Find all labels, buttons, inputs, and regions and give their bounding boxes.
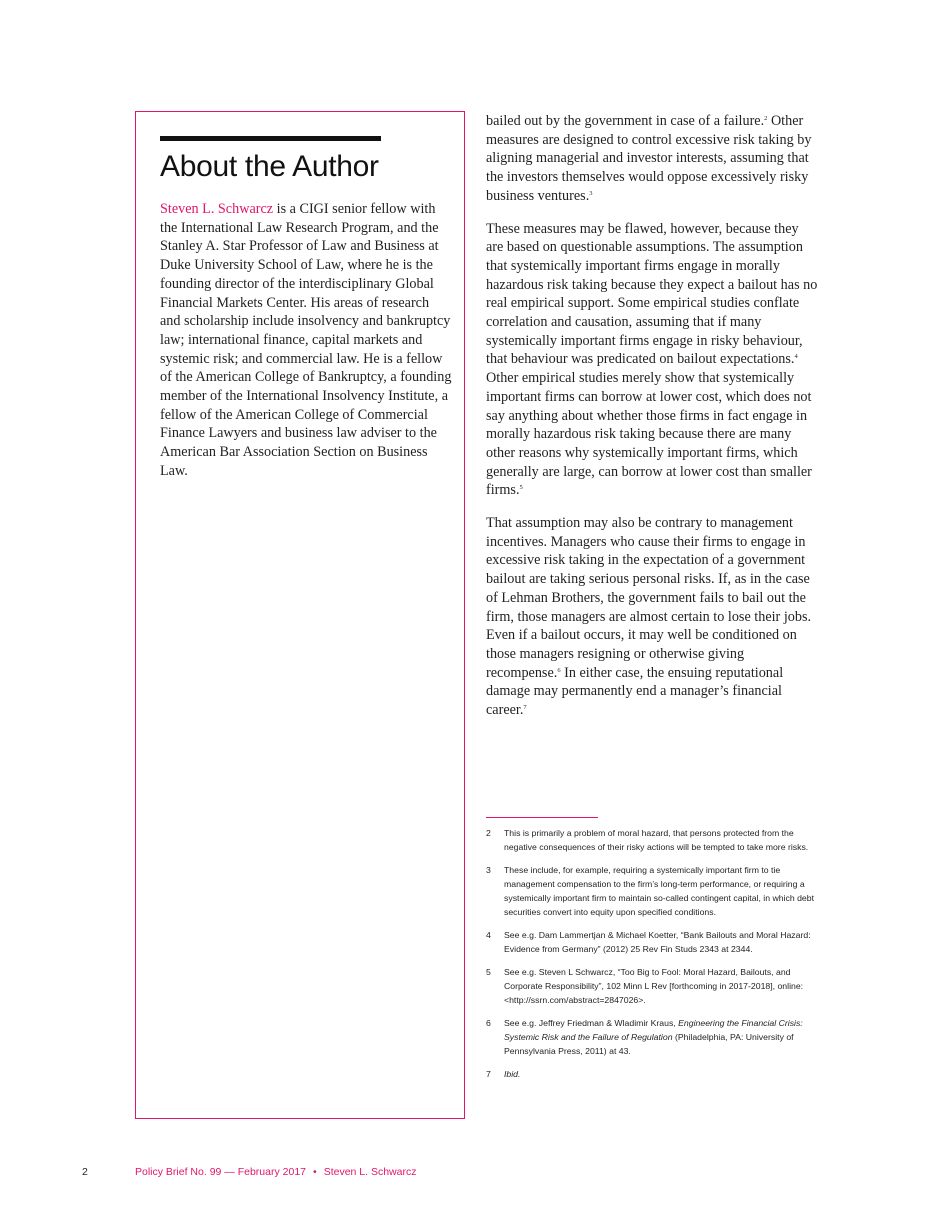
- publication-info: Policy Brief No. 99 — February 2017: [135, 1166, 306, 1178]
- p2-text-a: These measures may be flawed, however, because they are based on questionable assumptions. The assumption that systemically important firms engage in morally hazardous risk taking because they expect a bailout has no real empirical support. Some empirical studies conflate correlation and causation, assuming that if many systemically important firms engage in risky behaviour, that behaviour was predicated on bailout expectations.: [486, 220, 818, 368]
- footnote-number: 5: [486, 967, 491, 977]
- p1-text-b: Other measures are designed to control excessive risk taking by aligning managerial and investor interests, assuming that the investors themselves would oppose excessively risky business ventures.: [486, 113, 812, 204]
- footnote-divider: [486, 817, 598, 818]
- footnote-ref-3: 3: [589, 189, 593, 197]
- footnote-number: 7: [486, 1069, 491, 1079]
- footnote-text: See e.g. Steven L Schwarcz, “Too Big to Fool: Moral Hazard, Bailouts, and Corporate Responsibility”, 102 Minn L Rev [forthcoming in 2017-2018], online: <http://ssrn.com/abstract=2847026>.: [504, 967, 804, 1005]
- footnote-text: See e.g. Dam Lammertjan & Michael Koetter, “Bank Bailouts and Moral Hazard: Evidence from Germany” (2012) 25 Rev Fin Studs 2343 at 2344.: [504, 930, 811, 954]
- body-paragraph-1: [486, 112, 818, 206]
- footnote-number: 4: [486, 930, 491, 940]
- page-footer: [0, 1166, 952, 1182]
- footer-publication-line: [135, 1166, 416, 1178]
- footnote-ref-5: 5: [519, 484, 523, 492]
- footnote-number: 6: [486, 1018, 491, 1028]
- footnote-text: This is primarily a problem of moral hazard, that persons protected from the negative consequences of their risky actions will be tempted to take more risks.: [504, 828, 809, 852]
- footnotes: [486, 826, 816, 1090]
- footnote-text: Ibid.: [504, 1069, 521, 1079]
- footnote-text-post: (Philadelphia, PA: University of Pennsylvania Press, 2011) at 43.: [504, 1032, 794, 1056]
- author-name: Steven L. Schwarcz: [160, 201, 274, 217]
- page-number: 2: [82, 1166, 88, 1178]
- p2-text-b: Other empirical studies merely show that systemically important firms can borrow at lower cost, which does not say anything about whether those firms in fact engage in morally hazardous risk taking because there are many other reasons why systemically important firms, which generally are large, can borrow at lower cost than smaller firms.: [486, 370, 812, 499]
- footnote-5: [486, 965, 816, 1007]
- footnote-text: [504, 1016, 816, 1058]
- p3-text-a: That assumption may also be contrary to management incentives. Managers who cause their firms to engage in excessive risk taking in the expectation of a government bailout are taking serious personal risks. If, as in the case of Lehman Brothers, the government fails to bail out the firm, those managers are almost certain to lose their jobs. Even if a bailout occurs, it may well be conditioned on those managers resigning or otherwise giving recompense.: [486, 515, 812, 681]
- heading-rule: [160, 136, 381, 141]
- footnote-ref-7: 7: [523, 704, 527, 712]
- p3-text-b: In either case, the ensuing reputational damage may permanently end a manager’s financial career.: [486, 664, 784, 719]
- footnote-3: [486, 863, 816, 919]
- author-bio-text: is a CIGI senior fellow with the International Law Research Program, and the Stanley A. Star Professor of Law and Business at Duke University School of Law, where he is the founding director of the interdisciplinary Global Financial Markets Center. His areas of research and scholarship include insolvency and bankruptcy law; international finance, capital markets and systemic risk; and commercial law. He is a fellow of the American College of Bankruptcy, a founding member of the International Insolvency Institute, a fellow of the American College of Commercial Finance Lawyers and business law adviser to the American Bar Association Section on Business Law.: [160, 201, 452, 479]
- footnote-text: These include, for example, requiring a systemically important firm to tie management compensation to the firm’s long-term performance, or requiring a systemically important firm to maintain so-called contingent capital, in which debt securities convert into equity upon specified conditions.: [504, 865, 814, 917]
- footnote-7: [486, 1067, 816, 1081]
- bullet-separator: •: [313, 1166, 317, 1178]
- about-author-heading: About the Author: [160, 150, 379, 183]
- about-author-box: [135, 111, 465, 1119]
- footnote-book-title: Engineering the Financial Crisis: Systemic Risk and the Failure of Regulation: [504, 1018, 803, 1042]
- footnote-number: 3: [486, 865, 491, 875]
- body-column: [486, 112, 818, 734]
- footnote-number: 2: [486, 828, 491, 838]
- footnote-ref-6: 6: [557, 666, 561, 674]
- body-paragraph-3: [486, 514, 818, 720]
- author-bio: [160, 200, 452, 481]
- body-paragraph-2: [486, 220, 818, 501]
- footer-author: Steven L. Schwarcz: [323, 1166, 417, 1178]
- footnote-4: [486, 928, 816, 956]
- footnote-ref-2: 2: [764, 115, 768, 122]
- footnote-2: [486, 826, 816, 854]
- footnote-text-pre: See e.g. Jeffrey Friedman & Wladimir Kraus,: [504, 1018, 679, 1028]
- footnote-6: [486, 1016, 816, 1058]
- p1-text-a: bailed out by the government in case of a failure.: [486, 113, 765, 129]
- footnote-ref-4: 4: [794, 353, 798, 361]
